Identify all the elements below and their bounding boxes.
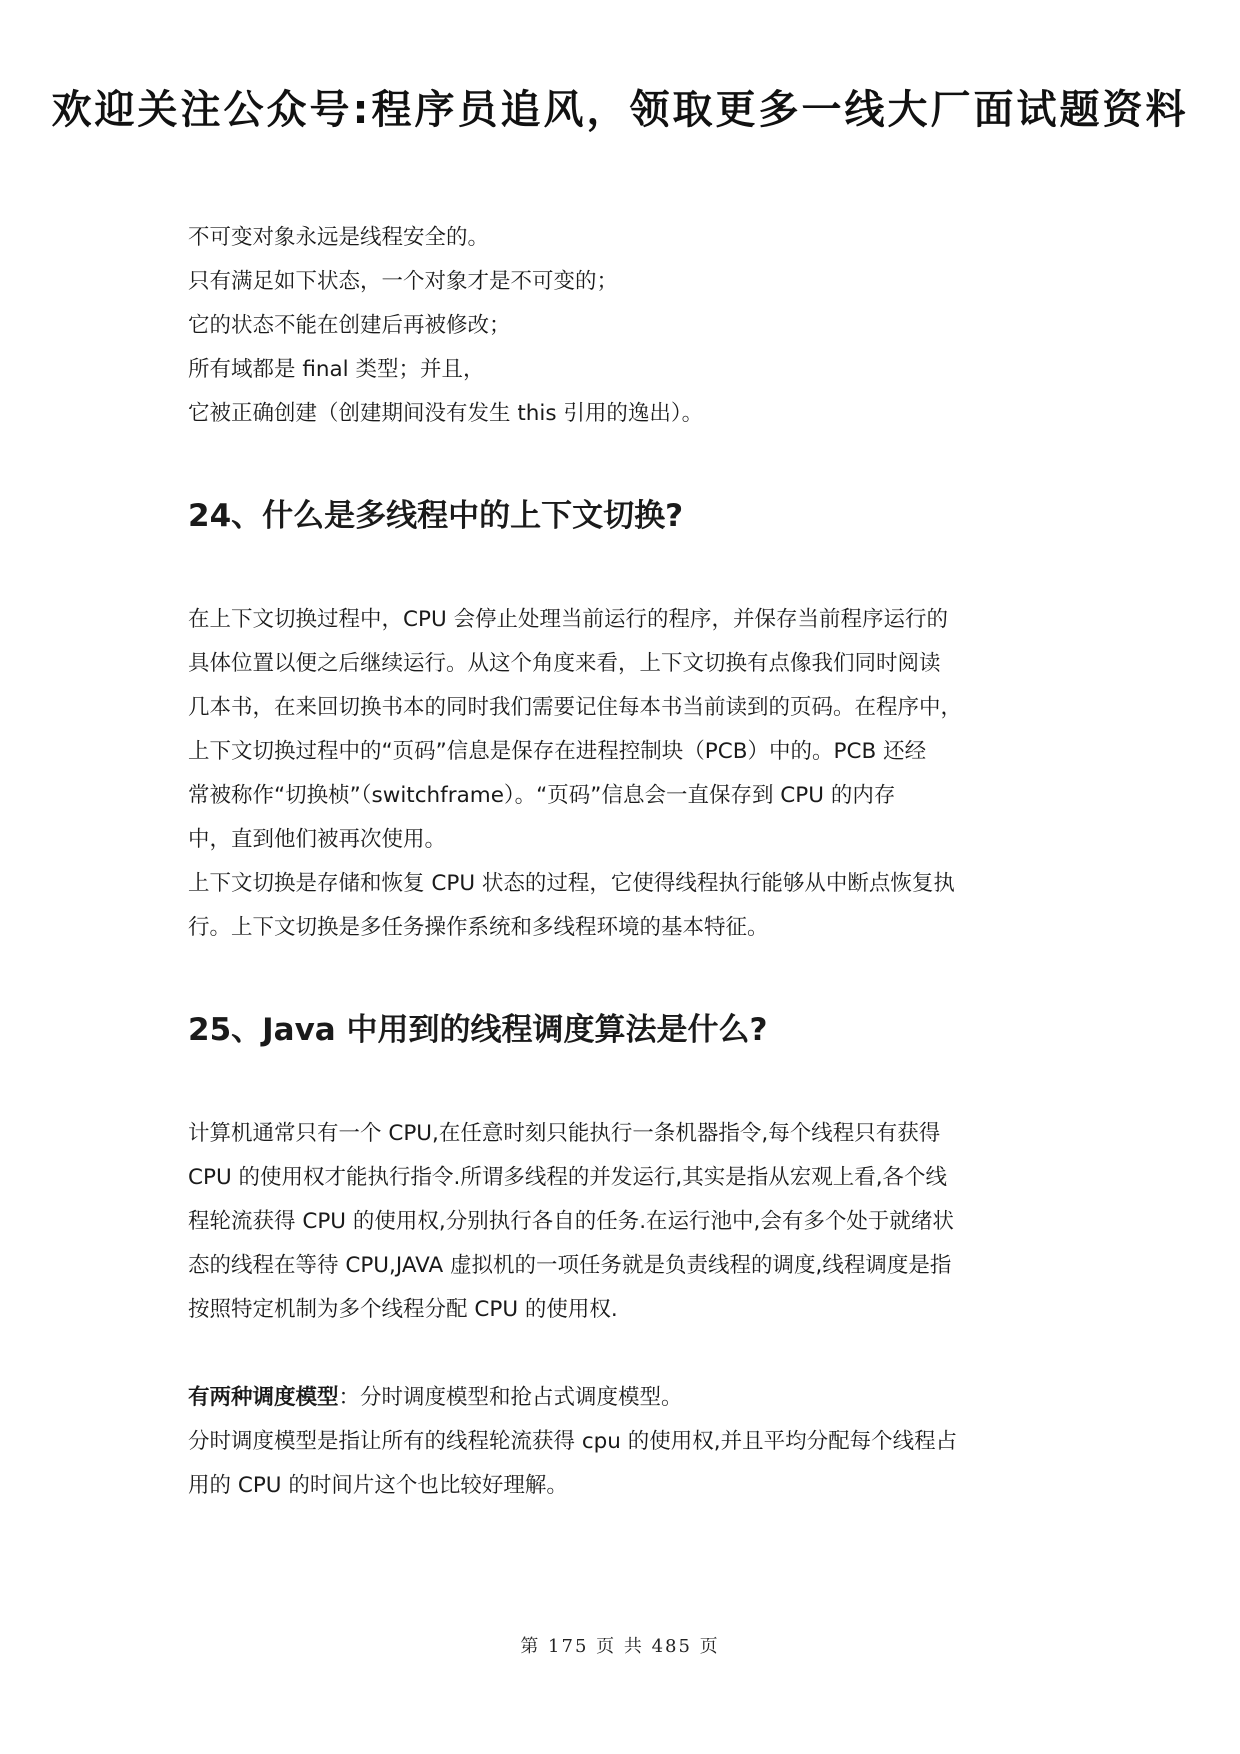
paragraph-line: 几本书，在来回切换书本的同时我们需要记住每本书当前读到的页码。在程序中， <box>188 695 963 720</box>
scheduling-models-label: 有两种调度模型 <box>188 1385 339 1410</box>
paragraph-line: 具体位置以便之后继续运行。从这个角度来看，上下文切换有点像我们同时阅读 <box>188 651 941 676</box>
section-heading-25: 25、Java 中用到的线程调度算法是什么? <box>188 1012 768 1048</box>
paragraph-line: 常被称作“切换桢”（switchframe）。“页码”信息会一直保存到 CPU 的内存 <box>188 783 896 808</box>
paragraph-line: 只有满足如下状态，一个对象才是不可变的； <box>188 269 619 294</box>
paragraph-line: 不可变对象永远是线程安全的。 <box>188 225 490 250</box>
paragraph-line: 态的线程在等待 CPU,JAVA 虚拟机的一项任务就是负责线程的调度,线程调度是指 <box>188 1253 952 1278</box>
document-body <box>188 216 1068 1508</box>
paragraph-line: 上下文切换过程中的“页码”信息是保存在进程控制块（PCB）中的。PCB 还经 <box>188 739 927 764</box>
paragraph-line: CPU 的使用权才能执行指令.所谓多线程的并发运行,其实是指从宏观上看,各个线 <box>188 1165 948 1190</box>
intro-section <box>188 216 1068 436</box>
q24-answer <box>188 598 1068 950</box>
paragraph-line: 上下文切换是存储和恢复 CPU 状态的过程，它使得线程执行能够从中断点恢复执 <box>188 871 955 896</box>
paragraph-line: 程轮流获得 CPU 的使用权,分别执行各自的任务.在运行池中,会有多个处于就绪状 <box>188 1209 954 1234</box>
paragraph-line: 它的状态不能在创建后再被修改； <box>188 313 511 338</box>
scheduling-models-text: ：分时调度模型和抢占式调度模型。 <box>338 1385 683 1410</box>
section-heading-24: 24、什么是多线程中的上下文切换? <box>188 498 684 534</box>
page-banner: 欢迎关注公众号:程序员追风，领取更多一线大厂面试题资料 <box>51 87 1189 133</box>
paragraph-line: 行。上下文切换是多任务操作系统和多线程环境的基本特征。 <box>188 915 769 940</box>
page-number: 第 175 页 共 485 页 <box>520 1636 720 1657</box>
paragraph-line: 它被正确创建（创建期间没有发生 this 引用的逸出）。 <box>188 401 704 426</box>
paragraph-line: 按照特定机制为多个线程分配 CPU 的使用权. <box>188 1297 618 1322</box>
paragraph-line: 所有域都是 final 类型；并且， <box>188 357 485 382</box>
paragraph-line: 中，直到他们被再次使用。 <box>188 827 447 852</box>
paragraph-line: 用的 CPU 的时间片这个也比较好理解。 <box>188 1473 568 1498</box>
paragraph-line: 计算机通常只有一个 CPU,在任意时刻只能执行一条机器指令,每个线程只有获得 <box>188 1121 941 1146</box>
scheduling-models-line <box>188 1376 1068 1420</box>
paragraph-line: 分时调度模型是指让所有的线程轮流获得 cpu 的使用权,并且平均分配每个线程占 <box>188 1429 958 1454</box>
q25-answer <box>188 1112 1068 1508</box>
paragraph-line: 在上下文切换过程中，CPU 会停止处理当前运行的程序，并保存当前程序运行的 <box>188 607 949 632</box>
